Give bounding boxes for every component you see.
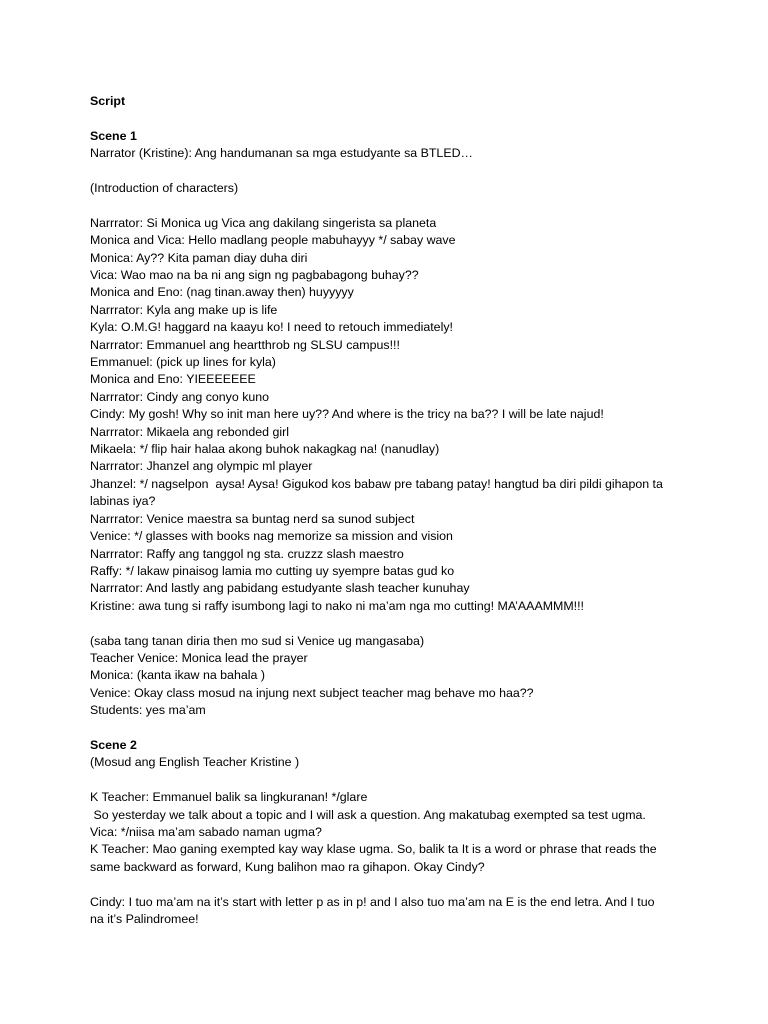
script-line: Raffy: */ lakaw pinaisog lamia mo cutting uy syempre batas gud ko [90,563,455,578]
script-line: Venice: Okay class mosud na injung next subject teacher mag behave mo haa?? [90,685,534,700]
scene-2-note: (Mosud ang English Teacher Kristine ) [90,755,300,770]
script-line: Monica: (kanta ikaw na bahala ) [90,668,265,683]
script-line: Narrrator: Si Monica ug Vica ang dakilang singerista sa planeta [90,215,437,230]
script-line: K Teacher: Mao ganing exempted kay way klase ugma. So, balik ta It is a word or phrase that reads the [90,842,657,857]
script-line: Kristine: awa tung si raffy isumbong lagi to nako ni ma’am nga mo cutting! MA’AAAMMM!!! [90,598,584,613]
script-line: So yesterday we talk about a topic and I will ask a question. Ang makatubag exempted sa test ugma. [90,807,646,822]
spacer [90,876,680,893]
script-line: (saba tang tanan diria then mo sud si Venice ug mangasaba) [90,633,425,648]
script-line: Monica and Eno: (nag tinan.away then) huyyyyy [90,285,354,300]
script-line: Cindy: I tuo ma’am na it’s start with letter p as in p! and I also tuo ma’am na E is the end letra. And I tuo [90,894,655,909]
script-line: Cindy: My gosh! Why so init man here uy?? And where is the tricy na ba?? I will be late najud! [90,407,604,422]
script-line: Monica and Eno: YIEEEEEEE [90,372,256,387]
script-line: K Teacher: Emmanuel balik sa lingkuranan! */glare [90,790,368,805]
script-line: Mikaela: */ flip hair halaa akong buhok nakagkag na! (nanudlay) [90,442,440,457]
script-line: Vica: */niisa ma’am sabado naman ugma? [90,824,322,839]
document-page [90,93,680,928]
script-line: Narrrator: Venice maestra sa buntag nerd sa sunod subject [90,511,415,526]
script-line: Narrrator: And lastly ang pabidang estudyante slash teacher kunuhay [90,581,470,596]
scene-1-intro: Narrator (Kristine): Ang handumanan sa mga estudyante sa BTLED… [90,146,473,161]
script-line: Narrrator: Jhanzel ang olympic ml player [90,459,313,474]
script-line: na it’s Palindromee! [90,911,199,926]
scene-2-heading: Scene 2 [90,737,137,752]
script-line: Narrrator: Mikaela ang rebonded girl [90,424,290,439]
script-line: labinas iya? [90,494,156,509]
script-line: Teacher Venice: Monica lead the prayer [90,650,308,665]
spacer [90,197,680,214]
scene-1-note: (Introduction of characters) [90,181,239,195]
script-line: Narrrator: Raffy ang tanggol ng sta. cruzzz slash maestro [90,546,404,561]
spacer [90,110,680,127]
script-line: Kyla: O.M.G! haggard na kaayu ko! I need to retouch immediately! [90,320,453,335]
script-line: Monica: Ay?? Kita paman diay duha diri [90,250,308,265]
script-line: Venice: */ glasses with books nag memorize sa mission and vision [90,529,453,544]
script-line: Jhanzel: */ nagselpon aysa! Aysa! Gigukod kos babaw pre tabang patay! hangtud ba diri pildi gihapon ta [90,476,663,491]
script-line: Students: yes ma’am [90,703,206,718]
spacer [90,615,680,632]
script-line: Narrrator: Kyla ang make up is life [90,302,278,317]
spacer [90,163,680,180]
script-line: same backward as forward, Kung balihon mao ra gihapon. Okay Cindy? [90,859,485,874]
script-line: Narrrator: Cindy ang conyo kuno [90,389,270,404]
spacer [90,720,680,737]
scene-1-heading: Scene 1 [90,128,137,143]
script-line: Vica: Wao mao na ba ni ang sign ng pagbabagong buhay?? [90,268,419,283]
script-line: Narrrator: Emmanuel ang heartthrob ng SLSU campus!!! [90,337,400,352]
document-title: Script [90,94,126,108]
spacer [90,772,680,789]
script-line: Monica and Vica: Hello madlang people mabuhayyy */ sabay wave [90,233,456,248]
script-line: Emmanuel: (pick up lines for kyla) [90,355,276,370]
